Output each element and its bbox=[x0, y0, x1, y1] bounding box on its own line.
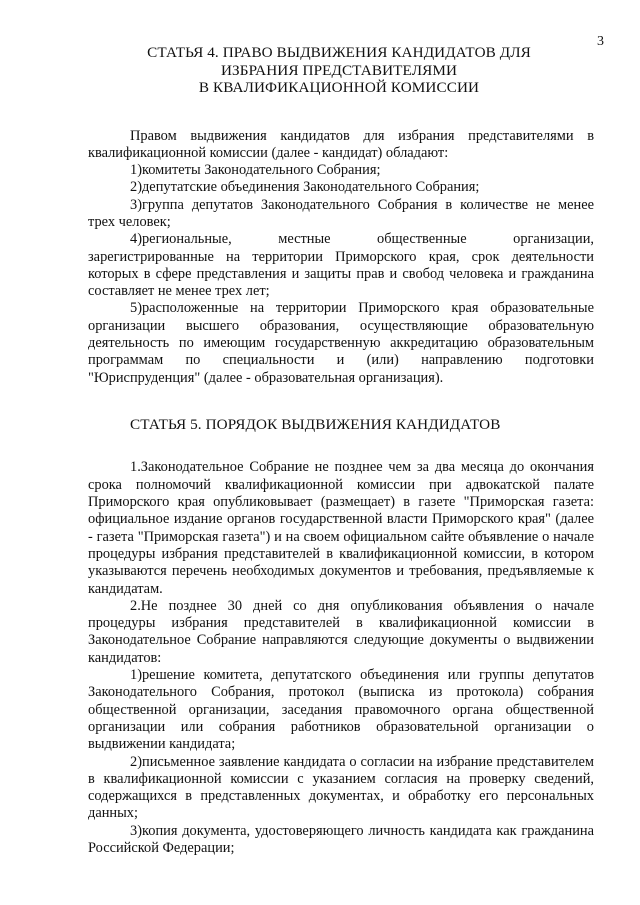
article-4-item-5: 5)расположенные на территории Приморского края образовательные организации высшего образования, осуществляющие образовательную деятельность по имеющим государственную аккредитацию образовательным программам по специальности и (или) направлению подготовки "Юриспруденция" (далее - образовательная организация). bbox=[88, 300, 594, 386]
article-4-body bbox=[88, 128, 594, 387]
article-5-heading: СТАТЬЯ 5. ПОРЯДОК ВЫДВИЖЕНИЯ КАНДИДАТОВ bbox=[130, 415, 501, 433]
article-4-item-2: 2)депутатские объединения Законодательного Собрания; bbox=[130, 179, 480, 196]
article-5-body bbox=[88, 459, 594, 857]
page-number: 3 bbox=[597, 34, 604, 49]
article-4-item-1: 1)комитеты Законодательного Собрания; bbox=[130, 162, 381, 179]
article-4-heading-line: ИЗБРАНИЯ ПРЕДСТАВИТЕЛЯМИ bbox=[220, 61, 458, 79]
document-body bbox=[88, 44, 594, 857]
article-4-item-3: 3)группа депутатов Законодательного Собрания в количестве не менее трех человек; bbox=[88, 196, 594, 230]
article-4-intro-paragraph: Правом выдвижения кандидатов для избрания представителями в квалификационной комиссии (далее - кандидат) обладают: bbox=[88, 127, 594, 161]
article-4-heading bbox=[84, 44, 594, 97]
article-5-part-2-item-2: 2)письменное заявление кандидата о согласии на избрание представителем в квалификационной комиссии с указанием согласия на проверку сведений, содержащихся в представленных документах, и обработку его персональных данных; bbox=[88, 753, 594, 822]
article-4-heading-line: СТАТЬЯ 4. ПРАВО ВЫДВИЖЕНИЯ КАНДИДАТОВ ДЛЯ bbox=[147, 44, 531, 61]
article-5-part-2-item-1: 1)решение комитета, депутатского объединения или группы депутатов Законодательного Собрания, протокол (выписка из протокола) собрания общественной организации, заседания правомочного органа общественной организации или собрания работников образовательной организации о выдвижении кандидата; bbox=[88, 667, 594, 753]
article-4-item-4: 4)региональные, местные общественные организации, зарегистрированные на территории Приморского края, срок деятельности которых в сфере представления и защиты прав и свобод человека и гражданина составляет не менее трех лет; bbox=[88, 231, 594, 300]
article-5-part-2: 2.Не позднее 30 дней со дня опубликования объявления о начале процедуры избрания представителей в квалификационной комиссии в Законодательное Собрание направляются следующие документы о выдвижении кандидатов: bbox=[88, 597, 594, 666]
article-4-heading-line: В КВАЛИФИКАЦИОННОЙ КОМИССИИ bbox=[198, 79, 480, 96]
article-5-part-1: 1.Законодательное Собрание не позднее чем за два месяца до окончания срока полномочий квалификационной комиссии при адвокатской палате Приморского края опубликовывает (размещает) в газете "Приморская газета: официальное издание органов государственной власти Приморского края" (далее - газета "Приморская газета") и на своем официальном сайте объявление о начале процедуры избрания представителей в квалификационной комиссии, в котором указываются перечень необходимых документов и требования, предъявляемые к кандидатам. bbox=[88, 459, 594, 597]
article-5-part-2-item-3: 3)копия документа, удостоверяющего личность кандидата как гражданина Российской Федерации; bbox=[88, 822, 594, 856]
